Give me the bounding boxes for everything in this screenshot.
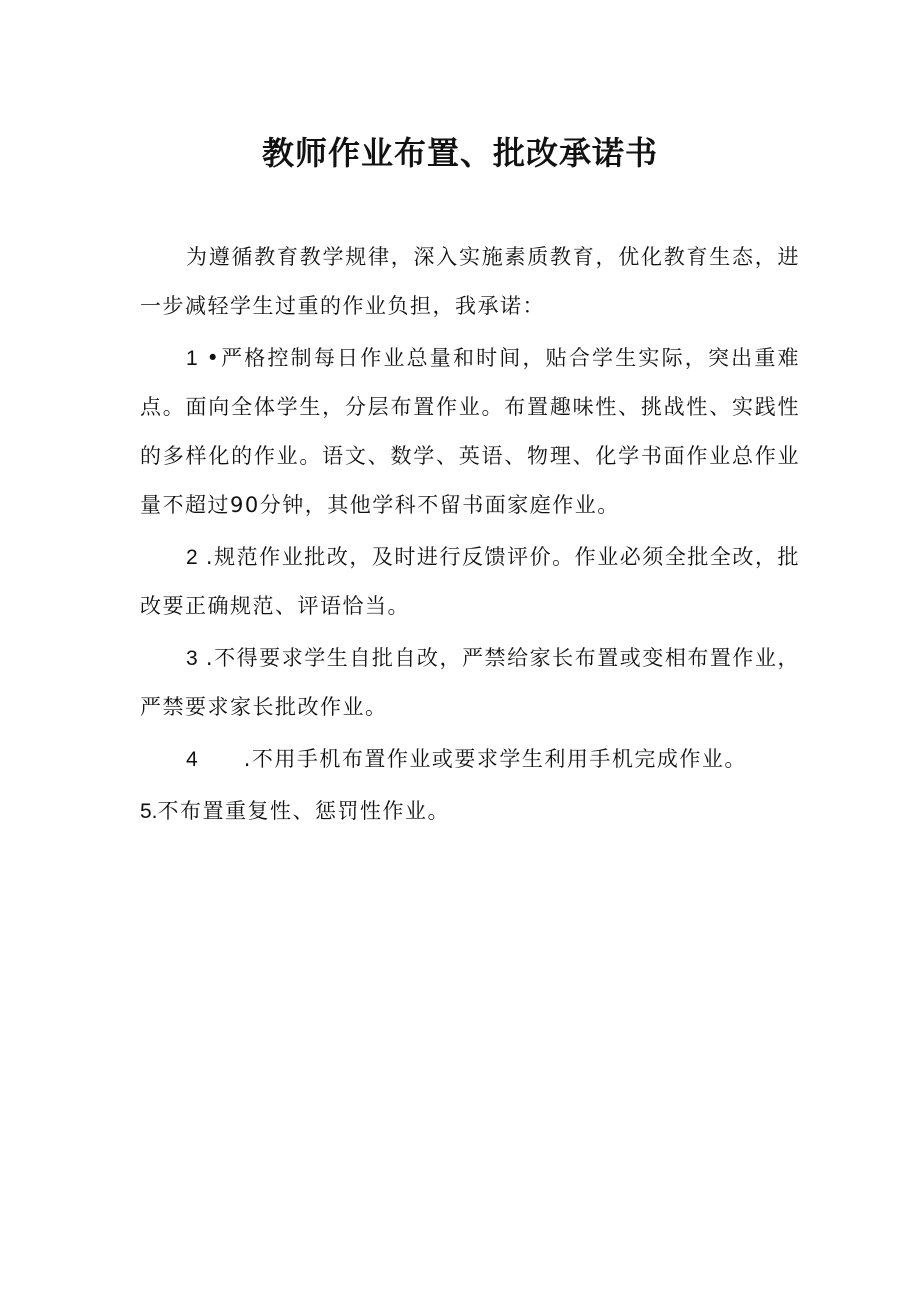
item-separator: . [197, 646, 215, 670]
item-number: 3 [186, 647, 198, 670]
item-text: 不用手机布置作业或要求学生利用手机完成作业。 [251, 747, 747, 771]
document-body [140, 233, 800, 839]
item-number: 2 [186, 546, 198, 569]
item-text: 规范作业批改，及时进行反馈评价。作业必须全批全改，批改要正确规范、评语恰当。 [140, 545, 800, 618]
intro-paragraph: 为遵循教育教学规律，深入实施素质教育，优化教育生态，进一步减轻学生过重的作业负担，我承诺： [140, 245, 800, 318]
item-separator: • [197, 346, 221, 370]
document-title: 教师作业布置、批改承诺书 [261, 134, 658, 172]
item-separator: . [197, 545, 215, 569]
list-item [140, 735, 800, 784]
item-number: 5. [140, 800, 158, 823]
list-item [140, 334, 800, 530]
item-separator: . [243, 747, 252, 771]
list-item [140, 634, 800, 732]
item-number: 1 [186, 347, 198, 370]
list-item [140, 787, 800, 836]
item-number: 4 [186, 748, 198, 771]
item-text: 严格控制每日作业总量和时间，贴合学生实际，突出重难点。面向全体学生，分层布置作业。布置趣味性、挑战性、实践性的多样化的作业。语文、数学、英语、物理、化学书面作业总作业量不超过90分钟，其他学科不留书面家庭作业。 [140, 346, 801, 517]
list-item [140, 533, 800, 631]
item-text: 不得要求学生自批自改，严禁给家长布置或变相布置作业，严禁要求家长批改作业。 [140, 646, 800, 719]
item-text: 不布置重复性、惩罚性作业。 [157, 799, 451, 823]
